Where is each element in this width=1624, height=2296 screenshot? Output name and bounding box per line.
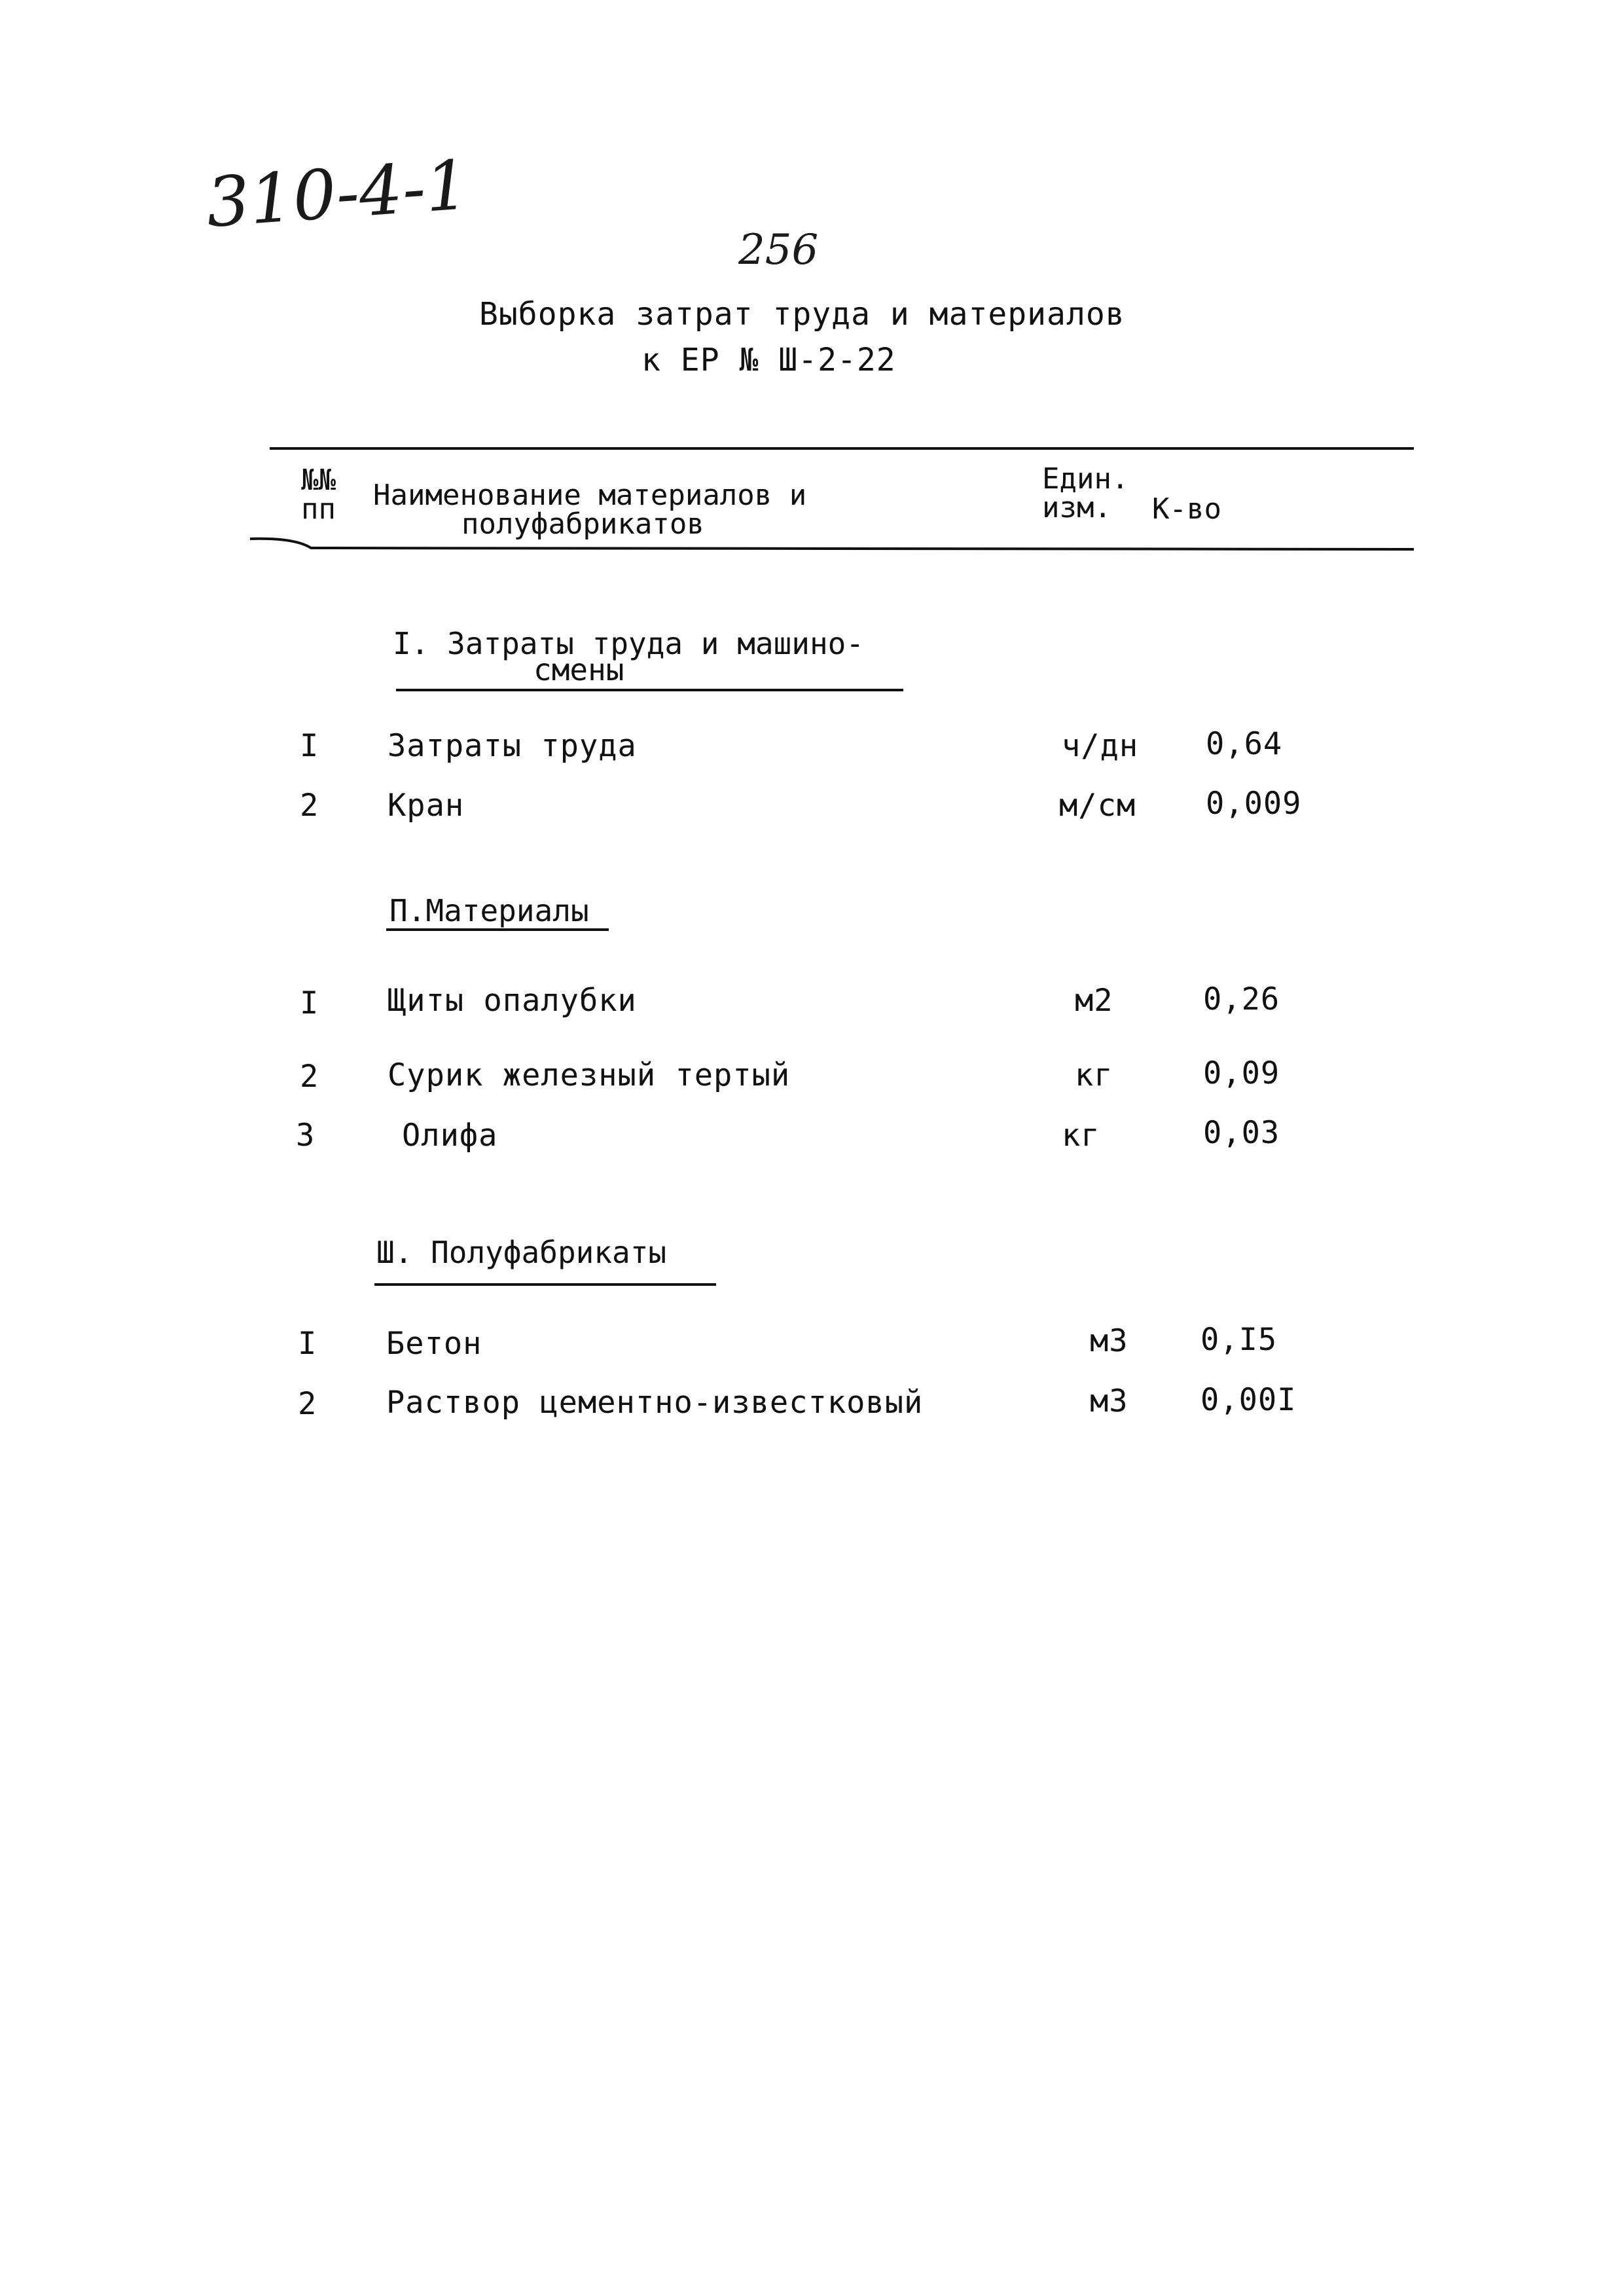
- section-1-title-line-2: смены: [533, 652, 624, 687]
- row-name: Бетон: [386, 1326, 482, 1362]
- page-number: 256: [738, 226, 819, 274]
- row-name: Раствор цементно-известковый: [386, 1385, 924, 1421]
- col-header-name-line-1: Наименование материалов и: [373, 479, 807, 512]
- row-quantity: 0,00I: [1200, 1382, 1297, 1418]
- row-unit: м/см: [1059, 788, 1136, 824]
- row-quantity: 0,009: [1206, 786, 1302, 822]
- document-title: [479, 298, 1125, 331]
- row-quantity: 0,09: [1203, 1055, 1280, 1091]
- row-quantity: 0,26: [1203, 981, 1280, 1017]
- section-1-title-line-1: I. Затраты труда и машино-: [393, 626, 865, 661]
- document-subtitle: [641, 344, 896, 376]
- col-header-quantity: К-во: [1152, 492, 1221, 526]
- row-name: Сурик железный тертый: [388, 1057, 791, 1093]
- col-header-name-line-2: полуфабрикатов: [461, 507, 704, 541]
- section-1-underline: [396, 689, 903, 691]
- row-unit: кг: [1062, 1118, 1100, 1154]
- row-quantity: 0,64: [1206, 726, 1283, 762]
- section-2-title: П.Материалы: [389, 893, 589, 928]
- row-unit: кг: [1075, 1057, 1113, 1093]
- document-code: 310-4-1: [204, 145, 471, 243]
- row-unit: м2: [1075, 983, 1113, 1019]
- row-name: Щиты опалубки: [388, 983, 637, 1019]
- section-3-underline: [374, 1283, 716, 1286]
- title-line-2: к ЕР № Ш-2-22: [641, 342, 896, 378]
- col-header-unit: [1042, 462, 1129, 524]
- row-number: 2: [300, 1059, 319, 1095]
- section-1-title: [393, 626, 865, 687]
- row-number: 2: [300, 788, 319, 824]
- row-quantity: 0,03: [1203, 1115, 1280, 1151]
- col-header-number-line-2: пп: [301, 492, 336, 526]
- row-number: I: [298, 1326, 317, 1362]
- row-number: I: [300, 985, 319, 1021]
- col-header-unit-line-1: Един.: [1042, 462, 1129, 496]
- header-top-rule: [270, 447, 1414, 450]
- col-header-name: [373, 481, 806, 539]
- header-bottom-rule: [249, 534, 1420, 553]
- row-unit: м3: [1090, 1383, 1128, 1419]
- row-unit: ч/дн: [1062, 728, 1139, 764]
- row-number: 2: [298, 1386, 317, 1422]
- section-3-title: Ш. Полуфабрикаты: [376, 1235, 667, 1270]
- section-2-underline: [386, 928, 609, 931]
- row-number: 3: [296, 1118, 316, 1154]
- col-header-unit-line-2: изм.: [1042, 491, 1111, 524]
- row-name: Кран: [388, 788, 465, 824]
- title-line-1: Выборка затрат труда и материалов: [479, 296, 1125, 333]
- row-number: I: [300, 728, 319, 764]
- row-name: Затраты труда: [388, 728, 637, 764]
- row-unit: м3: [1090, 1323, 1128, 1359]
- col-header-number-line-1: №№: [301, 464, 336, 497]
- row-name: Олифа: [402, 1118, 498, 1154]
- row-quantity: 0,I5: [1200, 1322, 1278, 1358]
- col-header-number: [301, 466, 336, 524]
